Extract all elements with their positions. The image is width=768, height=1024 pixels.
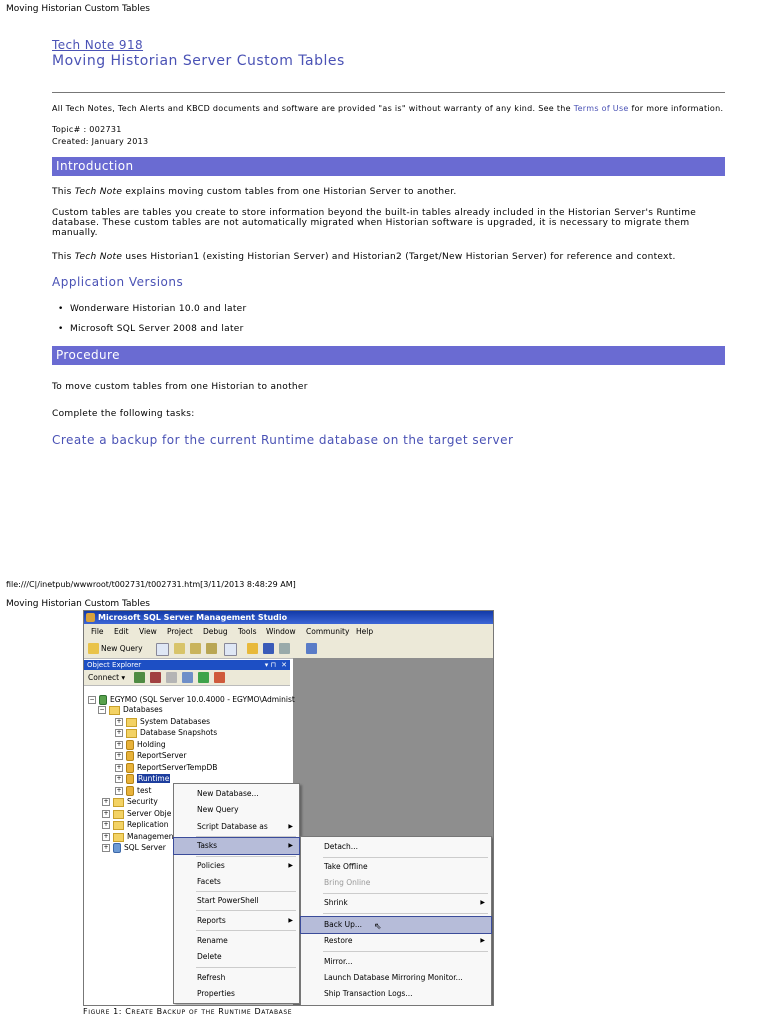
tree-replication[interactable]: + Replication <box>103 820 169 829</box>
ssms-title-bar <box>84 611 493 624</box>
page-header: Moving Historian Custom Tables <box>6 4 150 14</box>
folder-icon <box>126 718 137 727</box>
tree-management[interactable]: + Managemen <box>103 832 174 841</box>
menu-separator <box>323 951 488 952</box>
submenu-item-bring-online: Bring Online <box>324 878 371 887</box>
submenu-item-mirror[interactable]: Mirror... <box>324 957 353 966</box>
menu-window[interactable]: Window <box>266 627 296 636</box>
menu-separator <box>196 891 296 892</box>
title-divider <box>52 92 725 93</box>
tree-db-reportserver[interactable]: + ReportServer <box>116 751 187 760</box>
submenu-arrow-icon: ▶ <box>288 917 293 924</box>
submenu-arrow-icon: ▶ <box>480 899 485 906</box>
menu-item-new-query[interactable]: New Query <box>197 805 239 814</box>
ssms-menu-bar <box>84 624 493 639</box>
context-menu <box>173 783 300 1004</box>
submenu-arrow-icon: ▶ <box>288 823 293 830</box>
new-file-icon[interactable] <box>156 643 169 656</box>
folder-icon <box>113 810 124 819</box>
terms-of-use-link[interactable]: Terms of Use <box>573 104 629 113</box>
database-icon <box>126 763 134 773</box>
menu-item-script-database-as[interactable]: Script Database as ▶ <box>174 819 299 835</box>
menu-tools[interactable]: Tools <box>238 627 257 636</box>
server-icon <box>99 695 107 705</box>
menu-item-start-powershell[interactable]: Start PowerShell <box>197 896 259 905</box>
menu-separator <box>196 930 296 931</box>
agent-icon <box>113 843 121 853</box>
open-folder-icon[interactable] <box>247 643 258 654</box>
file-path-footer: file:///C|/inetpub/wwwroot/t002731/t002731.htm[3/11/2013 8:48:29 AM] <box>6 580 296 589</box>
object-explorer-header <box>84 660 290 670</box>
app-version-item-1: • Wonderware Historian 10.0 and later <box>58 304 247 314</box>
menu-edit[interactable]: Edit <box>114 627 129 636</box>
menu-item-policies[interactable]: Policies ▶ <box>174 858 299 874</box>
tree-server-node[interactable]: − EGYMO (SQL Server 10.0.4000 - EGYMO\Administ <box>89 695 295 704</box>
registered-servers-icon[interactable] <box>306 643 317 654</box>
intro-paragraph-1: This Tech Note explains moving custom tables from one Historian Server to another. <box>52 187 457 197</box>
menu-item-reports[interactable]: Reports ▶ <box>174 913 299 929</box>
database-icon <box>126 774 134 784</box>
db-query-icon[interactable] <box>174 643 185 654</box>
submenu-item-take-offline[interactable]: Take Offline <box>324 862 368 871</box>
refresh-icon[interactable] <box>198 672 209 683</box>
menu-item-new-database[interactable]: New Database... <box>197 789 259 798</box>
folder-icon <box>113 798 124 807</box>
tree-db-test[interactable]: + test <box>116 786 152 795</box>
intro-paragraph-2: Custom tables are tables you create to store information beyond the built-in tables already included in the Historian Server's Runtime database. These custom tables are not automatically migrated when Historian software is upgraded, it is necessary to migrate them manually. <box>52 208 697 238</box>
folder-icon <box>109 706 120 715</box>
new-query-icon <box>88 643 99 654</box>
menu-item-delete[interactable]: Delete <box>197 952 222 961</box>
submenu-item-launch-mirroring-monitor[interactable]: Launch Database Mirroring Monitor... <box>324 973 463 982</box>
tree-databases-node[interactable]: − Databases <box>99 705 163 714</box>
menu-file[interactable]: File <box>91 627 104 636</box>
ssms-window-title: Microsoft SQL Server Management Studio <box>98 613 288 622</box>
folder-icon <box>113 821 124 830</box>
menu-help[interactable]: Help <box>356 627 374 636</box>
menu-separator <box>196 836 296 837</box>
submenu-item-restore[interactable]: Restore ▶ <box>301 933 491 949</box>
created-date: Created: January 2013 <box>52 137 149 146</box>
procedure-paragraph-1: To move custom tables from one Historian to another <box>52 382 308 392</box>
database-icon <box>126 751 134 761</box>
tree-server-objects[interactable]: + Server Obje <box>103 809 172 818</box>
menu-view[interactable]: View <box>139 627 157 636</box>
step-heading-backup: Create a backup for the current Runtime database on the target server <box>52 433 514 447</box>
page-title: Moving Historian Server Custom Tables <box>52 53 345 69</box>
folder-icon <box>126 729 137 738</box>
ssms-screenshot <box>83 610 494 1006</box>
app-version-item-2: • Microsoft SQL Server 2008 and later <box>58 324 244 334</box>
close-icon[interactable]: ✕ <box>281 661 287 669</box>
page2-header: Moving Historian Custom Tables <box>6 599 150 609</box>
menu-item-facets[interactable]: Facets <box>197 877 221 886</box>
mdx-query-icon[interactable] <box>206 643 217 654</box>
file-icon[interactable] <box>224 643 237 656</box>
tree-db-holding[interactable]: + Holding <box>116 740 166 749</box>
procedure-paragraph-2: Complete the following tasks: <box>52 409 195 419</box>
folder-icon <box>113 833 124 842</box>
object-explorer-toolbar <box>84 670 290 686</box>
menu-separator <box>196 910 296 911</box>
connect-button[interactable]: Connect ▾ <box>88 673 126 682</box>
object-explorer-title: Object Explorer <box>87 661 142 669</box>
menu-project[interactable]: Project <box>167 627 193 636</box>
menu-item-properties[interactable]: Properties <box>197 989 235 998</box>
topic-number: Topic# : 002731 <box>52 125 122 134</box>
pin-icon[interactable]: ▾ ⊓ <box>264 661 276 669</box>
submenu-arrow-icon: ▶ <box>288 842 293 849</box>
tree-security[interactable]: + Security <box>103 797 158 806</box>
connect-server-icon[interactable] <box>134 672 145 683</box>
menu-separator <box>196 967 296 968</box>
submenu-item-ship-transaction-logs[interactable]: Ship Transaction Logs... <box>324 989 413 998</box>
ssms-toolbar <box>84 639 493 659</box>
tasks-submenu <box>300 836 492 1006</box>
disconnect-icon[interactable] <box>150 672 161 683</box>
figure-caption: Figure 1: Create Backup of the Runtime Database <box>83 1007 293 1016</box>
summary-icon[interactable] <box>214 672 225 683</box>
menu-item-tasks[interactable]: Tasks ▶ <box>174 838 299 854</box>
stop-icon[interactable] <box>166 672 177 683</box>
tree-db-reportservertempdb[interactable]: + ReportServerTempDB <box>116 763 218 772</box>
tree-database-snapshots[interactable]: + Database Snapshots <box>116 728 218 737</box>
submenu-item-detach[interactable]: Detach... <box>324 842 358 851</box>
menu-separator <box>323 913 488 914</box>
save-icon[interactable] <box>263 643 274 654</box>
submenu-arrow-icon: ▶ <box>288 862 293 869</box>
tech-note-link[interactable]: Tech Note 918 <box>52 38 144 52</box>
disclaimer: All Tech Notes, Tech Alerts and KBCD documents and software are provided "as is" without warranty of any kind. See the Terms of Use for more information. <box>52 104 724 113</box>
menu-item-rename[interactable]: Rename <box>197 936 228 945</box>
menu-debug[interactable]: Debug <box>203 627 228 636</box>
procedure-heading: Procedure <box>52 346 725 365</box>
menu-separator <box>323 893 488 894</box>
ssms-app-icon <box>86 613 95 622</box>
introduction-heading: Introduction <box>52 157 725 176</box>
submenu-item-shrink[interactable]: Shrink ▶ <box>301 895 491 911</box>
intro-paragraph-3: This Tech Note uses Historian1 (existing Historian Server) and Historian2 (Target/New Historian Server) for reference and context. <box>52 252 676 262</box>
app-versions-heading: Application Versions <box>52 275 184 289</box>
new-query-button[interactable]: New Query <box>101 644 143 653</box>
analysis-query-icon[interactable] <box>190 643 201 654</box>
menu-separator <box>196 856 296 857</box>
tree-db-runtime[interactable]: + Runtime <box>116 774 170 783</box>
filter-icon[interactable] <box>182 672 193 683</box>
database-icon <box>126 786 134 796</box>
submenu-item-back-up[interactable]: Back Up... ⇖ <box>301 917 491 933</box>
menu-separator <box>323 857 488 858</box>
print-icon[interactable] <box>279 643 290 654</box>
menu-community[interactable]: Community <box>306 627 350 636</box>
tree-system-databases[interactable]: + System Databases <box>116 717 211 726</box>
tree-sql-server-agent[interactable]: + SQL Server <box>103 843 166 852</box>
menu-item-refresh[interactable]: Refresh <box>197 973 226 982</box>
submenu-arrow-icon: ▶ <box>480 937 485 944</box>
database-icon <box>126 740 134 750</box>
mouse-cursor-icon: ⇖ <box>374 922 382 932</box>
